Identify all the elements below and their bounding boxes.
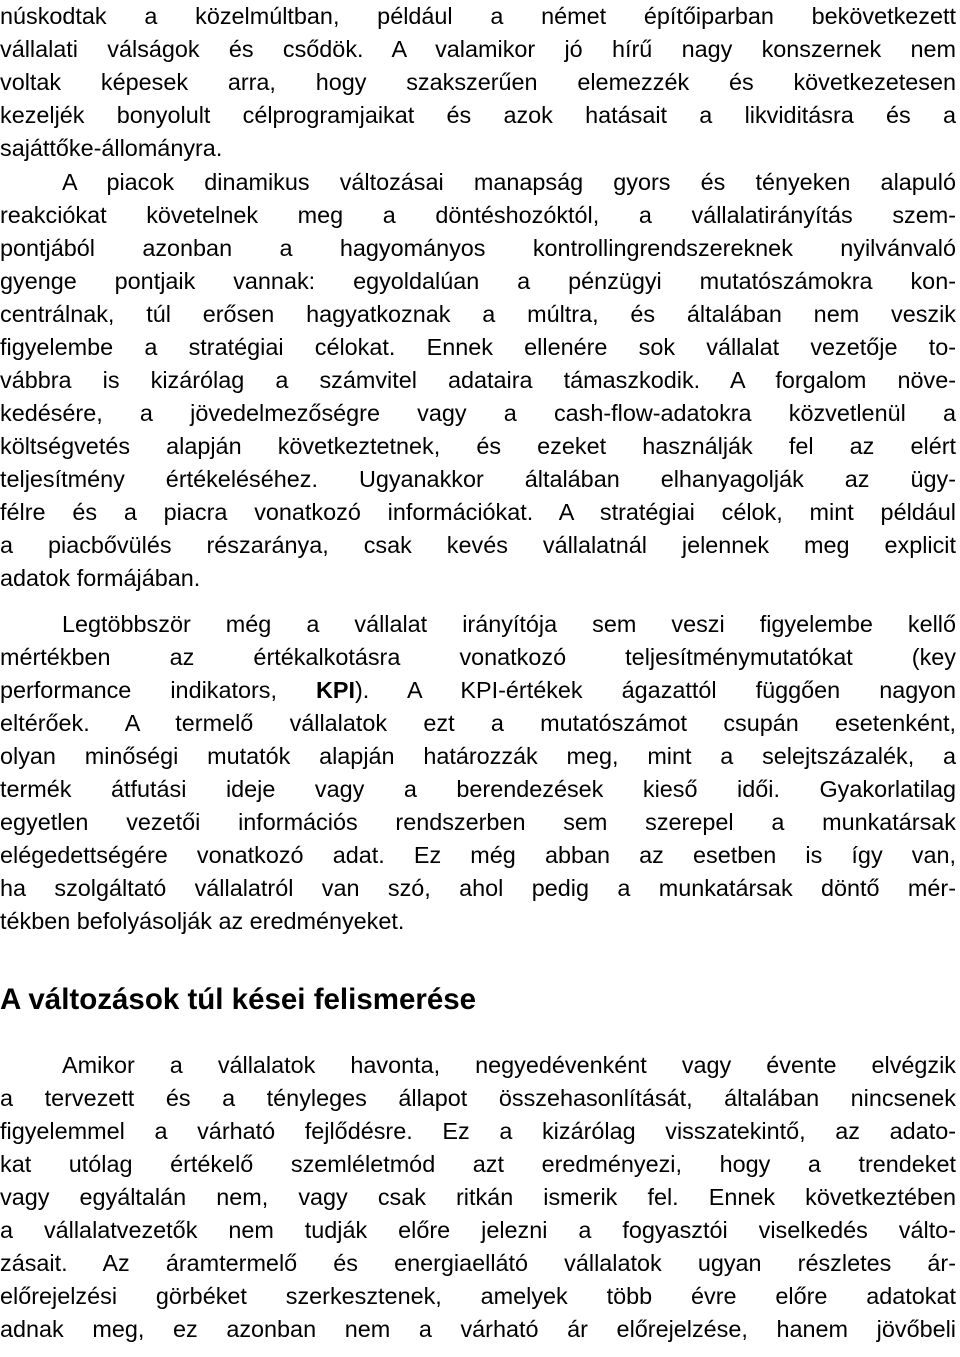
text-line: tékben befolyásolják az eredményeket.	[0, 908, 405, 934]
text-line: reakciókat követelnek meg a döntéshozóktól, a vállalatirányítás szem-	[0, 202, 956, 228]
text-segment: performance indikators,	[0, 677, 317, 703]
paragraph-first-line: Legtöbbször még a vállalat irányítója sem veszi figyelembe kellő	[62, 611, 956, 637]
text-line: mértékben az értékalkotásra vonatkozó teljesítménymutatókat (key	[0, 644, 956, 670]
text-line: költségvetés alapján következtetnek, és ezeket használják fel az elért	[0, 433, 956, 459]
text-line: vábbra is kizárólag a számvitel adataira támaszkodik. A forgalom növe-	[0, 367, 956, 393]
text-line: egyetlen vezetői információs rendszerben sem szerepel a munkatársak	[0, 809, 956, 835]
text-line: vállalati válságok és csődök. A valamikor jó hírű nagy konszernek nem	[0, 36, 956, 62]
text-line: teljesítmény értékeléséhez. Ugyanakkor általában elhanyagolják az ügy-	[0, 466, 956, 492]
text-line: ha szolgáltató vállalatról van szó, ahol pedig a munkatársak döntő mér-	[0, 875, 956, 901]
text-line: a vállalatvezetők nem tudják előre jelezni a fogyasztói viselkedés válto-	[0, 1217, 956, 1243]
text-line: olyan minőségi mutatók alapján határozzák meg, mint a selejtszázalék, a	[0, 743, 956, 769]
text-line: kedésére, a jövedelmezőségre vagy a cash-flow-adatokra közvetlenül a	[0, 400, 956, 426]
text-line: termék átfutási ideje vagy a berendezések kieső idői. Gyakorlatilag	[0, 776, 956, 802]
text-line-with-kpi	[0, 676, 956, 704]
text-line: figyelembe a stratégiai célokat. Ennek ellenére sok vállalat vezetője to-	[0, 334, 956, 360]
text-line: a piacbővülés részaránya, csak kevés vállalatnál jelennek meg explicit	[0, 532, 956, 558]
text-line: adnak meg, ez azonban nem a várható ár előrejelzése, hanem jövőbeli	[0, 1316, 956, 1342]
text-line: núskodtak a közelmúltban, például a német építőiparban bekövetkezett	[0, 3, 956, 29]
text-line: elégedettségére vonatkozó adat. Ez még abban az esetben is így van,	[0, 842, 956, 868]
text-line: a tervezett és a tényleges állapot összehasonlítását, általában nincsenek	[0, 1085, 956, 1111]
text-line: gyenge pontjaik vannak: egyoldalúan a pénzügyi mutatószámokra kon-	[0, 268, 956, 294]
text-line: adatok formájában.	[0, 565, 201, 591]
text-line: centrálnak, túl erősen hagyatkoznak a múltra, és általában nem veszik	[0, 301, 956, 327]
text-line: eltérőek. A termelő vállalatok ezt a mutatószámot csupán esetenként,	[0, 710, 956, 736]
section-heading: A változások túl kései felismerése	[0, 983, 477, 1016]
text-line: zásait. Az áramtermelő és energiaellátó vállalatok ugyan részletes ár-	[0, 1250, 956, 1276]
text-line: pontjából azonban a hagyományos kontrollingrendszereknek nyilvánvaló	[0, 235, 956, 261]
paragraph-first-line: A piacok dinamikus változásai manapság gyors és tényeken alapuló	[62, 169, 956, 195]
text-segment: ). A KPI-értékek ágazattól függően nagyon	[355, 677, 956, 703]
text-line: sajáttőke-állományra.	[0, 135, 223, 161]
text-line: voltak képesek arra, hogy szakszerűen elemezzék és következetesen	[0, 69, 956, 95]
text-line: előrejelzési görbéket szerkesztenek, amelyek több évre előre adatokat	[0, 1283, 956, 1309]
text-line: figyelemmel a várható fejlődésre. Ez a kizárólag visszatekintő, az adato-	[0, 1118, 956, 1144]
text-line: kat utólag értékelő szemléletmód azt eredményezi, hogy a trendeket	[0, 1151, 956, 1177]
kpi-abbreviation: KPI	[316, 677, 356, 703]
paragraph-first-line: Amikor a vállalatok havonta, negyedévenként vagy évente elvégzik	[62, 1052, 956, 1078]
text-line: kezeljék bonyolult célprogramjaikat és azok hatásait a likviditásra és a	[0, 102, 956, 128]
text-line: vagy egyáltalán nem, vagy csak ritkán ismerik fel. Ennek következtében	[0, 1184, 956, 1210]
text-line: félre és a piacra vonatkozó információkat. A stratégiai célok, mint például	[0, 499, 956, 525]
